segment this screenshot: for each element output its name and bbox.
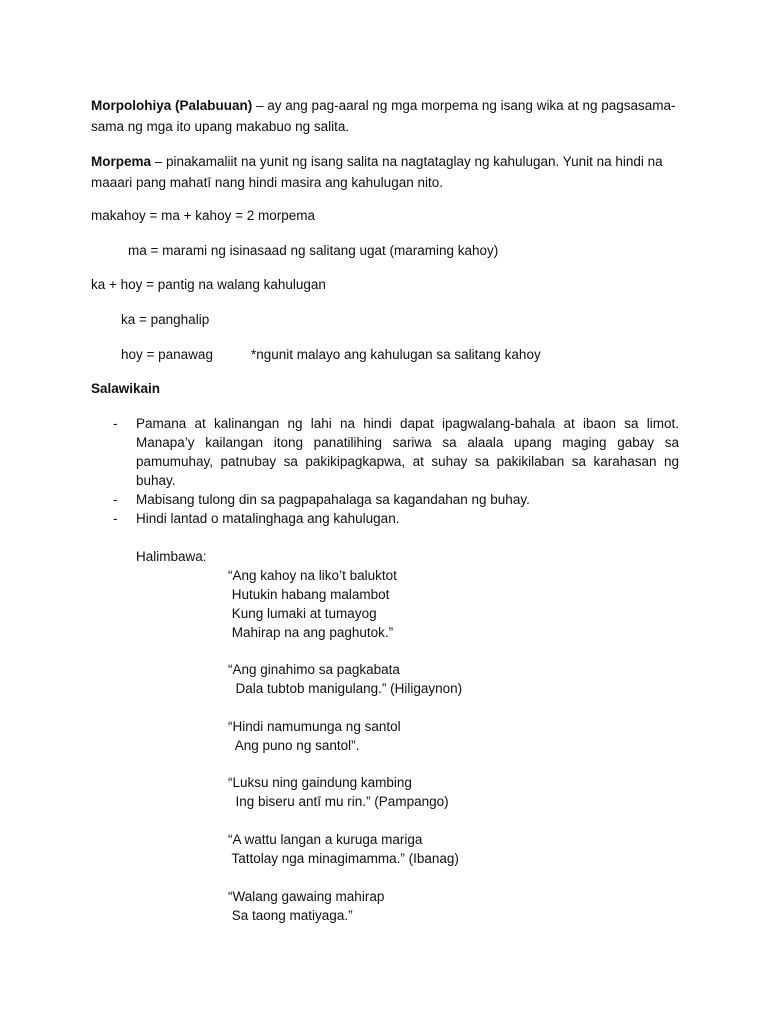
example-ma-meaning: ma = marami ng isinasaad ng salitang ugat (maraming kahoy) [128, 243, 499, 258]
bullet-marker: - [113, 511, 118, 526]
morpema-definition: – pinakamaliit na yunit ng isang salita na nagtataglay ng kahulugan. Yunit na hindi na maaari pang mahatī nang hindi masira ang kahulugan nito. [91, 154, 663, 190]
morpema-term: Morpema [91, 154, 152, 169]
salawikain-bullet-list [113, 414, 679, 528]
morpema-paragraph [91, 151, 677, 193]
bullet-text: Mabisang tulong din sa pagpapahalaga sa kagandahan ng buhay. [136, 492, 530, 507]
morpolohiya-term: Morpolohiya (Palabuuan) [91, 98, 253, 113]
proverb-line: Hutukin habang malambot [228, 587, 390, 602]
bullet-marker: - [113, 416, 118, 431]
proverb-line: “Ang ginahimo sa pagkabata [228, 662, 400, 677]
morpolohiya-paragraph [91, 95, 677, 137]
list-item [113, 490, 679, 509]
example-hoy-note: *ngunit malayo ang kahulugan sa salitang kahoy [251, 347, 541, 362]
proverb-line: “Walang gawaing mahirap [228, 889, 385, 904]
proverb-line: “Ang kahoy na liko’t baluktot [228, 568, 397, 583]
example-ka-hoy: ka + hoy = pantig na walang kahulugan [91, 277, 326, 292]
proverb-line: Ang puno ng santol”. [228, 738, 360, 753]
proverb-line: Mahirap na ang paghutok.” [228, 625, 394, 640]
example-makahoy: makahoy = ma + kahoy = 2 morpema [91, 208, 315, 223]
halimbawa-label: Halimbawa: [136, 549, 207, 564]
proverb-line: Ing biseru antī mu rin.” (Pampango) [228, 794, 449, 809]
bullet-text: Hindi lantad o matalinghaga ang kahulugan. [136, 511, 400, 526]
morpolohiya-definition: – ay ang pag-aaral ng mga morpema ng isang wika at ng pagsasama-sama ng mga ito upang makabuo ng salita. [91, 98, 676, 134]
proverb-line: Sa taong matiyaga.” [228, 908, 353, 923]
proverb-line: Tattolay nga minagimamma.” (Ibanag) [228, 851, 459, 866]
list-item [113, 414, 679, 490]
salawikain-heading: Salawikain [91, 381, 161, 396]
bullet-text: Pamana at kalinangan ng lahi na hindi dapat ipagwalang-bahala at ibaon sa limot. Manapa’y kailangan itong panatilihing sariwa sa alaala upang maging gabay sa pamumuhay, patnubay sa pakikipagkapwa, at suhay sa pakikilaban sa karahasan ng buhay. [136, 416, 679, 488]
bullet-marker: - [113, 492, 118, 507]
proverb-line: “Hindi namumunga ng santol [228, 719, 401, 734]
example-ka-panghalip: ka = panghalip [121, 312, 210, 327]
proverb-line: “Luksu ning gaindung kambing [228, 775, 412, 790]
proverb-line: Kung lumaki at tumayog [228, 606, 377, 621]
list-item [113, 509, 679, 528]
proverb-line: Dala tubtob manigulang.” (Hiligaynon) [228, 681, 463, 696]
example-hoy-panawag: hoy = panawag [121, 347, 213, 362]
proverb-line: “A wattu langan a kuruga mariga [228, 832, 423, 847]
